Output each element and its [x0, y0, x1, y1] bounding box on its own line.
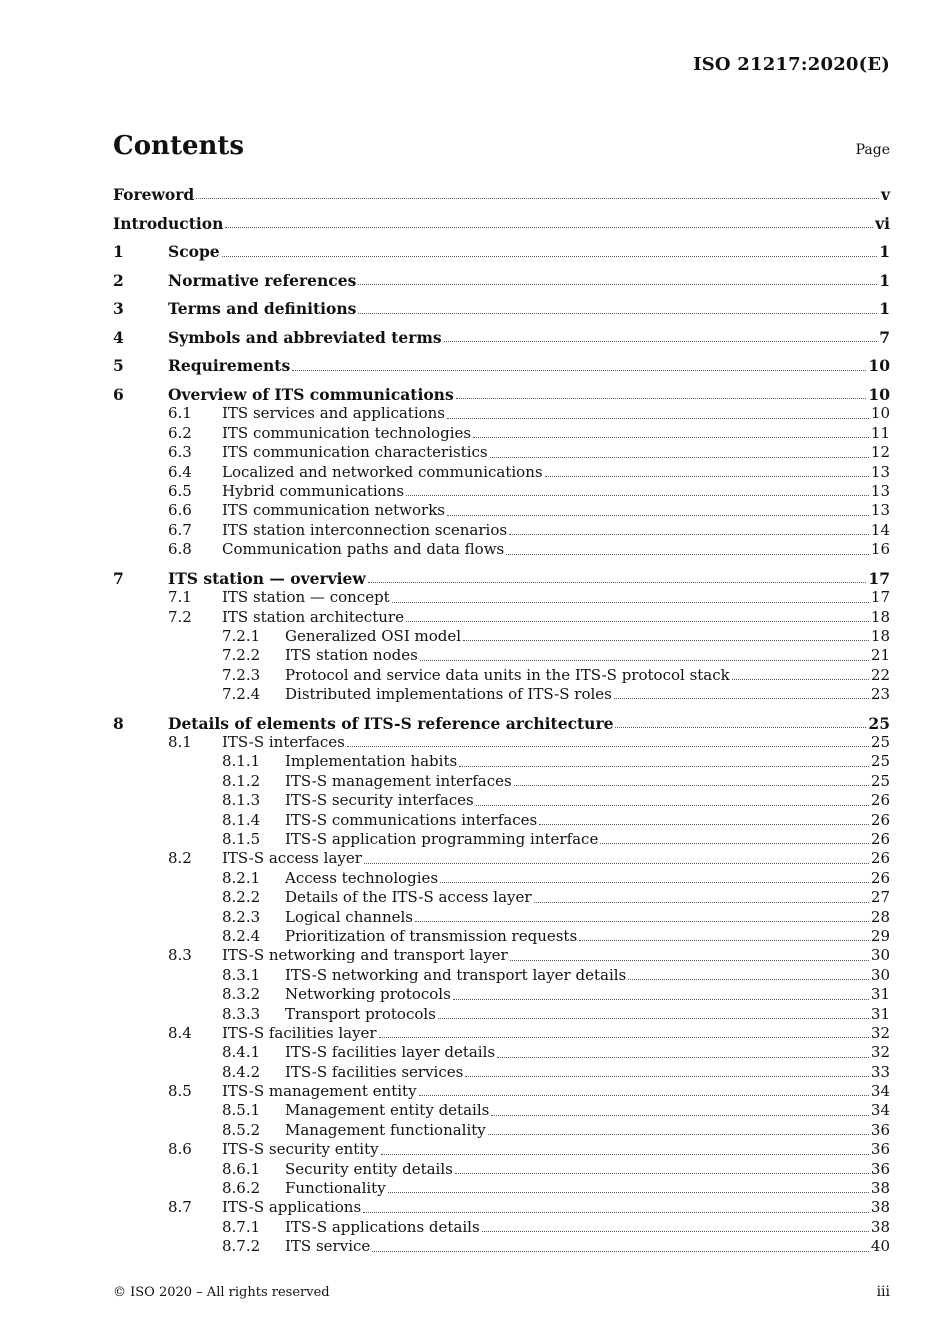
toc-entry-page: 38 — [870, 1217, 890, 1236]
toc-entry[interactable] — [113, 908, 890, 927]
toc-leader-dots — [392, 601, 869, 603]
toc-entry[interactable] — [113, 1024, 890, 1043]
toc-entry-number: 8.2.2 — [222, 888, 261, 907]
toc-entry[interactable] — [113, 791, 890, 810]
toc-entry-number: 6.6 — [168, 501, 192, 520]
toc-leader-dots — [476, 804, 869, 806]
toc-entry-title: Requirements — [168, 356, 291, 376]
toc-leader-dots — [628, 978, 869, 980]
toc-entry-number: 7.1 — [168, 588, 192, 607]
toc-entry[interactable] — [113, 404, 890, 423]
toc-entry-page: 25 — [870, 771, 890, 790]
toc-entry-page: 30 — [870, 965, 890, 984]
toc-entry[interactable] — [113, 608, 890, 627]
toc-entry[interactable] — [113, 463, 890, 482]
toc-entry-title: ITS-S access layer — [222, 849, 362, 868]
toc-leader-dots — [444, 340, 878, 342]
toc-entry-page: 25 — [870, 752, 890, 771]
toc-entry-number: 8.4 — [168, 1023, 192, 1042]
toc-leader-dots — [358, 312, 877, 314]
toc-entry-number: 8.1.4 — [222, 810, 261, 829]
toc-entry-title: ITS station — concept — [222, 588, 390, 607]
toc-leader-dots — [465, 1075, 869, 1077]
toc-entry-page: 1 — [879, 299, 890, 319]
toc-entry-page: 16 — [870, 540, 890, 559]
toc-entry[interactable] — [113, 685, 890, 704]
toc-entry-title: ITS station — overview — [168, 568, 366, 588]
toc-entry[interactable] — [113, 888, 890, 907]
toc-leader-dots — [364, 862, 869, 864]
toc-entry-page: 1 — [879, 270, 890, 290]
toc-entry-title: ITS communication networks — [222, 501, 445, 520]
toc-entry-number: 4 — [113, 327, 124, 347]
toc-entry-page: 26 — [870, 868, 890, 887]
toc-entry-number: 6.3 — [168, 443, 192, 462]
toc-entry-page: 10 — [868, 385, 890, 405]
toc-leader-dots — [438, 1017, 869, 1019]
toc-entry-number: 8.1.3 — [222, 791, 261, 810]
toc-leader-dots — [456, 397, 867, 399]
toc-leader-dots — [510, 959, 869, 961]
toc-entry-number: 8.1 — [168, 733, 192, 752]
toc-leader-dots — [196, 197, 879, 199]
toc-entry[interactable] — [113, 772, 890, 791]
toc-leader-dots — [406, 620, 869, 622]
toc-entry-number: 8.5 — [168, 1082, 192, 1101]
toc-entry-title: Normative references — [168, 270, 357, 290]
toc-leader-dots — [372, 1250, 869, 1252]
toc-entry-page: 18 — [870, 626, 890, 645]
toc-entry[interactable] — [113, 569, 890, 588]
toc-entry-page: 21 — [870, 646, 890, 665]
toc-entry-title: Hybrid communications — [222, 482, 405, 500]
toc-entry-page: 34 — [870, 1101, 890, 1120]
toc-entry-title: Distributed implementations of ITS-S roles — [285, 685, 612, 704]
toc-entry-page: 12 — [870, 443, 890, 462]
toc-entry-title: Management functionality — [285, 1120, 486, 1139]
toc-entry-number: 8.2.3 — [222, 907, 261, 926]
toc-entry[interactable] — [113, 752, 890, 771]
toc-entry-page: 36 — [870, 1159, 890, 1178]
toc-entry-number: 6 — [113, 385, 124, 405]
toc-entry-page: 31 — [870, 1004, 890, 1023]
toc-entry-title: Implementation habits — [285, 752, 458, 771]
toc-entry-number: 8.3 — [168, 946, 192, 965]
toc-entry-number: 8.5.2 — [222, 1120, 261, 1139]
toc-entry-page: 25 — [870, 733, 890, 752]
footer-copyright: © ISO 2020 – All rights reserved — [113, 1285, 330, 1300]
toc-entry-title: Terms and definitions — [168, 299, 357, 319]
toc-entry[interactable] — [113, 1082, 890, 1101]
toc-leader-dots — [225, 226, 873, 228]
toc-entry-title: Details of the ITS-S access layer — [285, 888, 532, 907]
toc-entry[interactable] — [113, 328, 890, 347]
toc-entry[interactable] — [113, 185, 890, 204]
toc-leader-dots — [482, 1230, 869, 1232]
toc-entry-page: 18 — [870, 607, 890, 626]
toc-entry-title: ITS-S networking and transport layer details — [285, 965, 627, 984]
toc-leader-dots — [539, 823, 869, 825]
toc-leader-dots — [381, 1153, 869, 1155]
toc-leader-dots — [388, 1191, 869, 1193]
toc-leader-dots — [473, 436, 869, 438]
toc-entry-number: 8.1.1 — [222, 752, 261, 771]
toc-entry-page: vi — [875, 213, 890, 233]
toc-entry-title: Details of elements of ITS-S reference architecture — [168, 713, 614, 733]
toc-entry[interactable] — [113, 1140, 890, 1159]
toc-entry[interactable] — [113, 443, 890, 462]
toc-entry-page: 22 — [870, 665, 890, 684]
toc-entry-title: Localized and networked communications — [222, 462, 543, 481]
toc-entry-title: Management entity details — [285, 1101, 490, 1120]
toc-entry-title: ITS-S applications details — [285, 1217, 480, 1236]
toc-entry[interactable] — [113, 299, 890, 318]
toc-entry[interactable] — [113, 985, 890, 1004]
toc-entry-page: 14 — [870, 520, 890, 539]
toc-entry-page: 13 — [870, 462, 890, 481]
toc-entry[interactable] — [113, 1121, 890, 1140]
toc-leader-dots — [453, 998, 869, 1000]
toc-entry[interactable] — [113, 1179, 890, 1198]
toc-entry[interactable] — [113, 356, 890, 375]
toc-entry-title: Functionality — [285, 1179, 386, 1198]
toc-entry-title: Prioritization of transmission requests — [285, 926, 578, 945]
toc-entry-title: ITS-S networking and transport layer — [222, 946, 508, 965]
toc-entry[interactable] — [113, 666, 890, 685]
toc-entry[interactable] — [113, 271, 890, 290]
toc-entry-page: 10 — [868, 356, 890, 376]
toc-entry[interactable] — [113, 1218, 890, 1237]
toc-entry-page: 32 — [870, 1023, 890, 1042]
toc-entry-title: Protocol and service data units in the ITS-S protocol stack — [285, 665, 730, 684]
toc-entry[interactable] — [113, 1005, 890, 1024]
toc-entry-number: 8.2.1 — [222, 868, 261, 887]
toc-entry-title: Security entity details — [285, 1159, 453, 1178]
toc-entry-number: 6.2 — [168, 423, 192, 442]
toc-entry-number: 6.1 — [168, 404, 192, 423]
toc-entry[interactable] — [113, 1198, 890, 1217]
toc-entry-page: 26 — [870, 791, 890, 810]
toc-leader-dots — [347, 745, 869, 747]
toc-entry-title: ITS station architecture — [222, 607, 404, 626]
toc-leader-dots — [368, 581, 867, 583]
footer-page-number: iii — [876, 1284, 890, 1300]
toc-entry-number: 7.2.1 — [222, 626, 261, 645]
toc-leader-dots — [509, 533, 869, 535]
toc-entry-number: 8.4.1 — [222, 1043, 261, 1062]
toc-entry-number: 8.7.1 — [222, 1217, 261, 1236]
toc-entry-number: 8.6.2 — [222, 1179, 261, 1198]
toc-entry-title: ITS communication technologies — [222, 423, 472, 442]
toc-entry-number: 1 — [113, 242, 124, 262]
toc-entry[interactable] — [113, 1160, 890, 1179]
toc-entry-page: 17 — [868, 568, 890, 588]
toc-entry-title: Networking protocols — [285, 985, 451, 1004]
toc-entry-title: Logical channels — [285, 907, 413, 926]
toc-leader-dots — [490, 456, 869, 458]
toc-entry-number: 8.6 — [168, 1140, 192, 1159]
toc-entry-page: 29 — [870, 926, 890, 945]
toc-entry-page: 13 — [870, 501, 890, 520]
toc-entry-page: 10 — [870, 404, 890, 423]
toc-entry-number: 6.4 — [168, 462, 192, 481]
toc-leader-dots — [615, 726, 866, 728]
toc-entry-title: ITS-S application programming interface — [285, 830, 599, 849]
toc-entry-title: ITS-S facilities services — [285, 1062, 464, 1081]
toc-entry[interactable] — [113, 424, 890, 443]
toc-entry-page: 36 — [870, 1140, 890, 1159]
toc-entry[interactable] — [113, 946, 890, 965]
toc-entry-number: 8.4.2 — [222, 1062, 261, 1081]
toc-entry[interactable] — [113, 588, 890, 607]
toc-entry-number: 2 — [113, 270, 124, 290]
toc-leader-dots — [534, 901, 869, 903]
toc-leader-dots — [222, 255, 878, 257]
toc-entry[interactable] — [113, 927, 890, 946]
toc-entry[interactable] — [113, 385, 890, 404]
toc-entry[interactable] — [113, 714, 890, 733]
contents-heading: Contents — [113, 131, 245, 161]
toc-entry-number: 8.3.2 — [222, 985, 261, 1004]
toc-leader-dots — [419, 1094, 869, 1096]
toc-entry-title: ITS-S management interfaces — [285, 771, 512, 790]
toc-entry-page: 25 — [868, 713, 890, 733]
toc-entry-number: 7.2.3 — [222, 665, 261, 684]
toc-entry-number: 7 — [113, 568, 124, 588]
toc-entry-page: 23 — [870, 685, 890, 704]
toc-entry-page: 17 — [870, 588, 890, 607]
toc-entry-number: 8.5.1 — [222, 1101, 261, 1120]
toc-entry-title: ITS station interconnection scenarios — [222, 520, 508, 539]
toc-entry[interactable] — [113, 1101, 890, 1120]
toc-entry-page: 38 — [870, 1198, 890, 1217]
toc-entry[interactable] — [113, 830, 890, 849]
toc-leader-dots — [358, 283, 877, 285]
toc-entry-number: 6.7 — [168, 520, 192, 539]
toc-entry-title: ITS-S security interfaces — [285, 791, 474, 810]
toc-entry-title: Foreword — [113, 185, 195, 204]
toc-entry-page: 34 — [870, 1082, 890, 1101]
toc-entry-number: 8.1.2 — [222, 771, 261, 790]
toc-leader-dots — [363, 1211, 869, 1213]
toc-entry-title: ITS-S interfaces — [222, 733, 345, 752]
toc-entry-number: 7.2 — [168, 607, 192, 626]
toc-entry-title: ITS services and applications — [222, 404, 446, 423]
toc-entry[interactable] — [113, 1043, 890, 1062]
toc-entry[interactable] — [113, 966, 890, 985]
toc-entry-page: 28 — [870, 907, 890, 926]
toc-entry-number: 6.5 — [168, 482, 192, 500]
toc-entry[interactable] — [113, 214, 890, 233]
toc-entry-page: 27 — [870, 888, 890, 907]
toc-leader-dots — [379, 1036, 869, 1038]
toc-entry[interactable] — [113, 501, 890, 520]
toc-entry-number: 7.2.4 — [222, 685, 261, 704]
toc-leader-dots — [406, 494, 869, 496]
toc-entry[interactable] — [113, 1237, 890, 1256]
toc-entry-title: ITS-S facilities layer details — [285, 1043, 496, 1062]
toc-entry-page: 7 — [879, 327, 890, 347]
toc-entry-page: 26 — [870, 849, 890, 868]
table-of-contents — [113, 185, 890, 1257]
toc-leader-dots — [447, 417, 869, 419]
toc-entry-number: 3 — [113, 299, 124, 319]
toc-entry-page: 38 — [870, 1179, 890, 1198]
toc-entry-page: 13 — [870, 482, 890, 500]
toc-entry-page: 40 — [870, 1237, 890, 1256]
toc-entry-title: ITS service — [285, 1237, 371, 1256]
toc-entry[interactable] — [113, 849, 890, 868]
toc-entry-number: 8.2 — [168, 849, 192, 868]
toc-leader-dots — [488, 1133, 869, 1135]
toc-leader-dots — [459, 765, 869, 767]
toc-leader-dots — [579, 939, 869, 941]
toc-entry-number: 8 — [113, 713, 124, 733]
toc-entry-title: Transport protocols — [285, 1004, 436, 1023]
toc-entry[interactable] — [113, 733, 890, 752]
toc-entry-title: Introduction — [113, 213, 224, 233]
page-column-label: Page — [855, 142, 890, 158]
toc-leader-dots — [491, 1114, 869, 1116]
toc-entry-title: Overview of ITS communications — [168, 385, 454, 405]
toc-entry-title: ITS-S security entity — [222, 1140, 379, 1159]
toc-entry[interactable] — [113, 627, 890, 646]
toc-entry-number: 8.3.1 — [222, 965, 261, 984]
toc-leader-dots — [440, 881, 869, 883]
toc-entry-page: v — [880, 185, 890, 204]
toc-leader-dots — [514, 784, 869, 786]
toc-leader-dots — [447, 514, 869, 516]
toc-entry-title: ITS station nodes — [285, 646, 418, 665]
toc-entry-page: 26 — [870, 810, 890, 829]
toc-entry[interactable] — [113, 482, 890, 501]
toc-leader-dots — [732, 678, 869, 680]
toc-entry-number: 8.3.3 — [222, 1004, 261, 1023]
toc-leader-dots — [420, 659, 869, 661]
toc-entry-page: 33 — [870, 1062, 890, 1081]
toc-entry-number: 8.1.5 — [222, 830, 261, 849]
toc-entry-page: 36 — [870, 1120, 890, 1139]
toc-entry-title: ITS-S management entity — [222, 1082, 417, 1101]
toc-leader-dots — [506, 553, 869, 555]
toc-entry-page: 30 — [870, 946, 890, 965]
toc-entry-page: 31 — [870, 985, 890, 1004]
toc-entry-title: Symbols and abbreviated terms — [168, 327, 442, 347]
toc-entry-title: Access technologies — [285, 868, 439, 887]
toc-entry-number: 8.6.1 — [222, 1159, 261, 1178]
toc-entry[interactable] — [113, 521, 890, 540]
toc-entry-title: ITS-S communications interfaces — [285, 810, 538, 829]
toc-entry-title: ITS-S applications — [222, 1198, 362, 1217]
toc-entry-title: Generalized OSI model — [285, 626, 462, 645]
toc-leader-dots — [463, 639, 869, 641]
toc-entry-number: 8.2.4 — [222, 926, 261, 945]
toc-leader-dots — [545, 475, 869, 477]
toc-entry-page: 11 — [870, 423, 890, 442]
toc-entry-number: 7.2.2 — [222, 646, 261, 665]
toc-leader-dots — [415, 920, 869, 922]
document-id: ISO 21217:2020(E) — [693, 54, 890, 75]
toc-entry-number: 6.8 — [168, 540, 192, 559]
toc-entry[interactable] — [113, 540, 890, 559]
toc-entry-page: 1 — [879, 242, 890, 262]
toc-entry-title: Scope — [168, 242, 220, 262]
toc-entry-title: Communication paths and data flows — [222, 540, 505, 559]
toc-leader-dots — [455, 1172, 869, 1174]
toc-entry-page: 32 — [870, 1043, 890, 1062]
toc-entry[interactable] — [113, 869, 890, 888]
toc-entry-title: ITS communication characteristics — [222, 443, 488, 462]
toc-entry[interactable] — [113, 242, 890, 261]
toc-leader-dots — [292, 369, 866, 371]
toc-entry-number: 8.7 — [168, 1198, 192, 1217]
toc-entry[interactable] — [113, 1063, 890, 1082]
toc-entry[interactable] — [113, 811, 890, 830]
toc-entry-title: ITS-S facilities layer — [222, 1023, 377, 1042]
toc-leader-dots — [614, 697, 869, 699]
toc-entry-page: 26 — [870, 830, 890, 849]
toc-leader-dots — [497, 1056, 869, 1058]
toc-leader-dots — [600, 842, 869, 844]
toc-entry-number: 8.7.2 — [222, 1237, 261, 1256]
toc-entry-number: 5 — [113, 356, 124, 376]
toc-entry[interactable] — [113, 646, 890, 665]
